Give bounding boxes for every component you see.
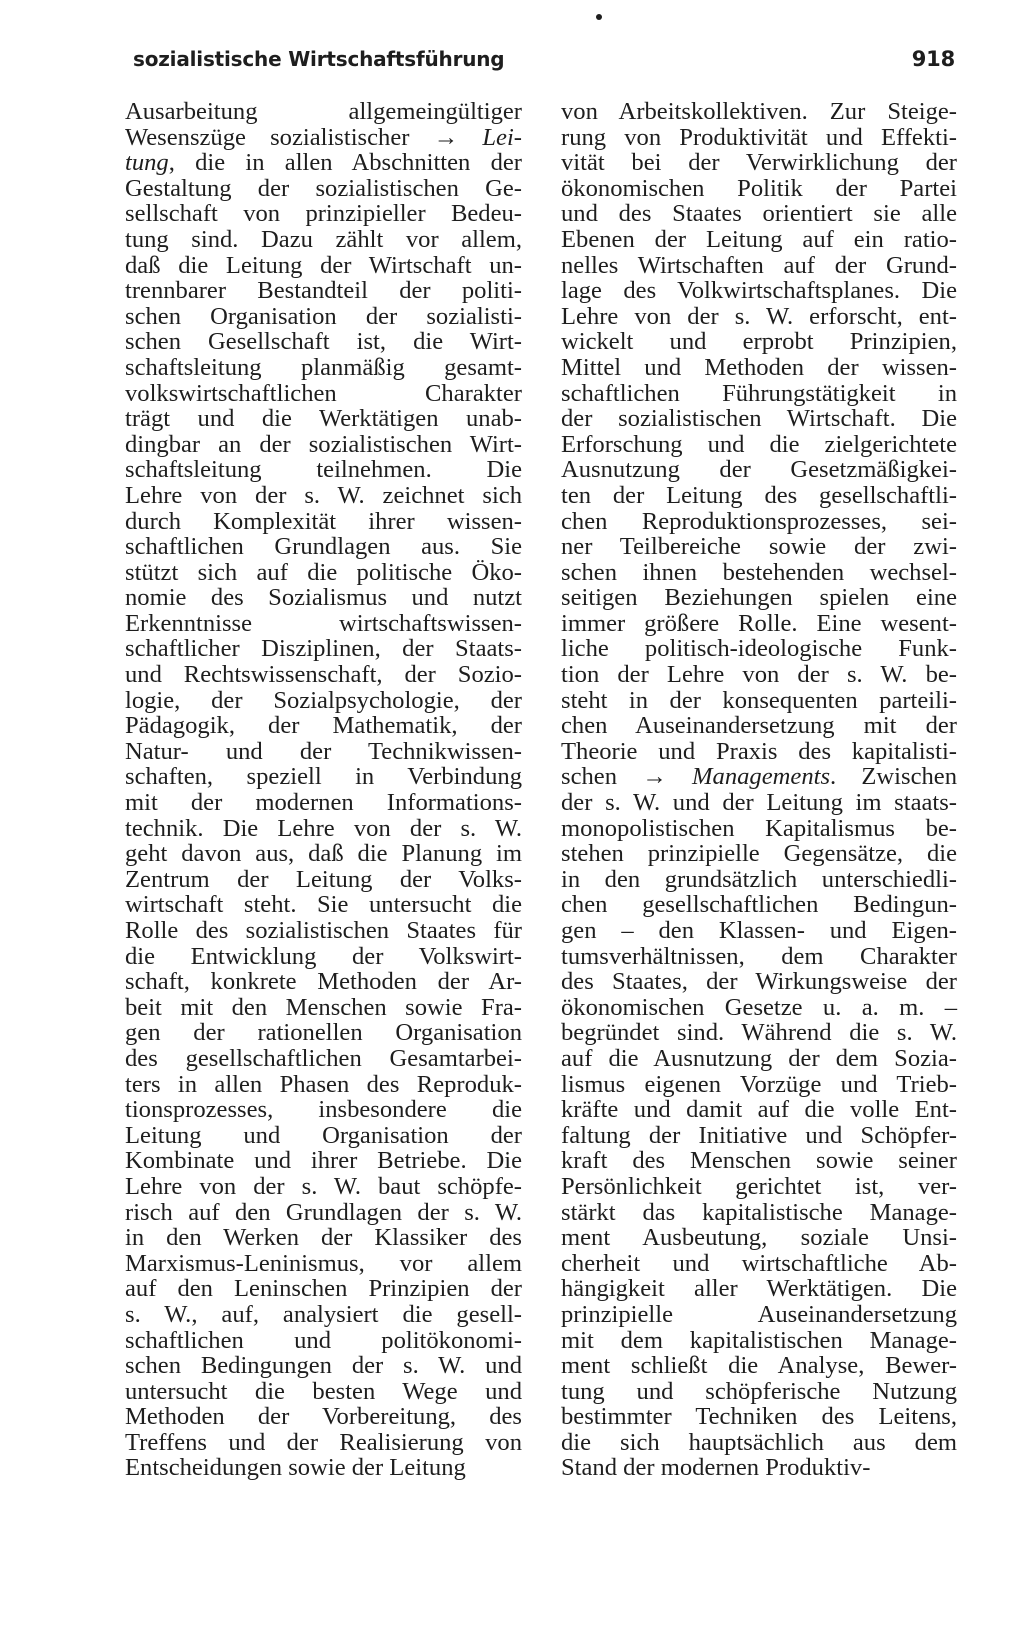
running-head: [133, 47, 955, 77]
text-line: in den grundsätzlich unterschiedli-: [561, 865, 957, 893]
text-line: stärkt das kapitalistische Manage-: [561, 1198, 957, 1226]
text-line: wirtschaft steht. Sie untersucht die: [125, 891, 522, 919]
text-line: trägt und die Werktätigen unab-: [125, 405, 522, 433]
text-line: Stand der modernen Produktiv-: [561, 1454, 871, 1482]
text-line: Gestaltung der sozialistischen Ge-: [125, 174, 522, 202]
text-line: Ebenen der Leitung auf ein ratio-: [561, 225, 957, 253]
text-line: dingbar an der sozialistischen Wirt-: [125, 430, 522, 458]
text-line: schen → Managements. Zwischen: [561, 763, 957, 791]
text-line: Zentrum der Leitung der Volks-: [125, 865, 522, 893]
text-line: auf den Leninschen Prinzipien der: [125, 1275, 522, 1303]
text-line: vität bei der Verwirklichung der: [561, 149, 957, 177]
cross-reference-term: tung: [125, 149, 169, 177]
text-line: ökonomischen Gesetze u. a. m. –: [561, 993, 957, 1021]
text-line: schen Gesellschaft ist, die Wirt-: [125, 328, 522, 356]
text-line: Lehre von der s. W. zeichnet sich: [125, 481, 522, 509]
text-line: schaftsleitung planmäßig gesamt-: [125, 353, 522, 381]
text-line: risch auf den Grundlagen der s. W.: [125, 1198, 522, 1226]
text-line: die Entwicklung der Volkswirt-: [125, 942, 522, 970]
text-line: schaftlichen Grundlagen aus. Sie: [125, 533, 522, 561]
text-line: Treffens und der Realisierung von: [125, 1428, 522, 1456]
text-line: logie, der Sozialpsychologie, der: [125, 686, 522, 714]
text-line: schaftlichen Führungstätigkeit in: [561, 379, 957, 407]
text-line: durch Komplexität ihrer wissen-: [125, 507, 522, 535]
text-line: gen – den Klassen- und Eigen-: [561, 917, 957, 944]
text-line: Erforschung und die zielgerichtete: [561, 430, 957, 458]
text-line: monopolistischen Kapitalismus be-: [561, 814, 957, 842]
text-line: untersucht die besten Wege und: [125, 1377, 522, 1405]
text-line: schaften, speziell in Verbindung: [125, 763, 522, 791]
right-text-column: [561, 99, 957, 1481]
text-line: prinzipielle Auseinandersetzung: [561, 1300, 957, 1328]
text-line: cherheit und wirtschaftliche Ab-: [561, 1249, 957, 1277]
text-line: schen Bedingungen der s. W. und: [125, 1352, 522, 1380]
text-line: ment Ausbeutung, soziale Unsi-: [561, 1224, 957, 1252]
text-line: chen Reproduktionsprozesses, sei-: [561, 507, 957, 535]
text-line: schaftlicher Disziplinen, der Staats-: [125, 635, 522, 663]
text-line: Mittel und Methoden der wissen-: [561, 353, 957, 381]
text-line: seitigen Beziehungen spielen eine: [561, 584, 957, 612]
text-line: Pädagogik, der Mathematik, der: [125, 712, 522, 740]
text-line: Ausnutzung der Gesetzmäßigkei-: [561, 456, 957, 484]
text-line: daß die Leitung der Wirtschaft un-: [125, 251, 522, 279]
text-line: in den Werken der Klassiker des: [125, 1224, 522, 1252]
text-line: tung sind. Dazu zählt vor allem,: [125, 225, 522, 253]
text-line: schaftsleitung teilnehmen. Die: [125, 456, 522, 484]
text-line: bestimmter Techniken des Leitens,: [561, 1403, 957, 1431]
text-line: Entscheidungen sowie der Leitung: [125, 1454, 466, 1482]
text-line: gen der rationellen Organisation: [125, 1019, 522, 1047]
text-line: ters in allen Phasen des Reproduk-: [125, 1070, 522, 1098]
text-line: Persönlichkeit gerichtet ist, ver-: [561, 1172, 957, 1200]
text-line: faltung der Initiative und Schöpfer-: [561, 1121, 957, 1149]
text-line: volkswirtschaftlichen Charakter: [125, 379, 522, 407]
text-line: steht in der konsequenten parteili-: [561, 686, 957, 714]
text-line: Natur- und der Technikwissen-: [125, 737, 522, 765]
text-line: rung von Produktivität und Effekti-: [561, 123, 957, 151]
text-line: der s. W. und der Leitung im staats-: [561, 789, 957, 817]
text-line: Theorie und Praxis des kapitalisti-: [561, 737, 957, 765]
text-line: begründet sind. Während die s. W.: [561, 1019, 957, 1047]
text-line: lage des Volkwirtschaftsplanes. Die: [561, 277, 957, 305]
text-line: technik. Die Lehre von der s. W.: [125, 814, 522, 842]
page-title: sozialistische Wirtschaftsführung: [133, 47, 505, 71]
text-line: Leitung und Organisation der: [125, 1121, 522, 1149]
text-line: schaft, konkrete Methoden der Ar-: [125, 968, 522, 996]
text-line: Ausarbeitung allgemeingültiger: [125, 98, 522, 125]
page-dot: [596, 14, 602, 20]
text-line: ner Teilbereiche sowie der zwi-: [561, 533, 957, 561]
text-line: chen Auseinandersetzung mit der: [561, 712, 957, 740]
text-line: kraft des Menschen sowie seiner: [561, 1147, 957, 1175]
text-line: die sich hauptsächlich aus dem: [561, 1428, 957, 1456]
text-line: stehen prinzipielle Gegensätze, die: [561, 840, 957, 868]
text-line: trennbarer Bestandteil der politi-: [125, 277, 522, 305]
text-line: Methoden der Vorbereitung, des: [125, 1403, 522, 1431]
text-line: des Staates, der Wirkungsweise der: [561, 968, 957, 996]
text-line: der sozialistischen Wirtschaft. Die: [561, 405, 957, 433]
text-line: auf die Ausnutzung der dem Sozia-: [561, 1044, 957, 1072]
text-line: schen ihnen bestehenden wechsel-: [561, 558, 957, 586]
text-line: beit mit den Menschen sowie Fra-: [125, 993, 522, 1021]
page-number: 918: [911, 47, 955, 71]
text-line: stützt sich auf die politische Öko-: [125, 558, 522, 586]
text-line: tionsprozesses, insbesondere die: [125, 1096, 522, 1124]
text-line: nelles Wirtschaften auf der Grund-: [561, 251, 957, 279]
cross-reference-term: Managements: [692, 763, 831, 791]
left-text-column: [125, 99, 522, 1481]
text-line: tion der Lehre von der s. W. be-: [561, 661, 957, 689]
text-line: tung, die in allen Abschnitten der: [125, 149, 522, 177]
text-line: Marxismus-Leninismus, vor allem: [125, 1249, 522, 1277]
text-line: nomie des Sozialismus und nutzt: [125, 584, 522, 612]
text-line: sellschaft von prinzipieller Bedeu-: [125, 200, 522, 228]
text-line: ökonomischen Politik der Partei: [561, 174, 957, 202]
text-line: geht davon aus, daß die Planung im: [125, 840, 522, 868]
text-line: und des Staates orientiert sie alle: [561, 200, 957, 228]
text-line: hängigkeit aller Werktätigen. Die: [561, 1275, 957, 1303]
text-line: tumsverhältnissen, dem Charakter: [561, 942, 957, 970]
text-line: mit dem kapitalistischen Manage-: [561, 1326, 957, 1354]
text-line: von Arbeitskollektiven. Zur Steige-: [561, 98, 957, 125]
text-line: Erkenntnisse wirtschaftswissen-: [125, 609, 522, 637]
text-line: tung und schöpferische Nutzung: [561, 1377, 957, 1405]
text-line: Kombinate und ihrer Betriebe. Die: [125, 1147, 522, 1175]
text-line: des gesellschaftlichen Gesamtarbei-: [125, 1044, 522, 1072]
text-line: lismus eigenen Vorzüge und Trieb-: [561, 1070, 957, 1098]
text-line: wickelt und erprobt Prinzipien,: [561, 328, 957, 356]
text-line: immer größere Rolle. Eine wesent-: [561, 609, 957, 637]
text-line: Wesenszüge sozialistischer → Lei-: [125, 123, 522, 151]
text-line: Lehre von der s. W. baut schöpfe-: [125, 1172, 522, 1200]
text-line: schen Organisation der sozialisti-: [125, 302, 522, 330]
text-line: und Rechtswissenschaft, der Sozio-: [125, 661, 522, 689]
text-line: liche politisch-ideologische Funk-: [561, 635, 957, 663]
text-line: Rolle des sozialistischen Staates für: [125, 917, 522, 944]
text-line: kräfte und damit auf die volle Ent-: [561, 1096, 957, 1124]
text-line: ment schließt die Analyse, Bewer-: [561, 1352, 957, 1380]
text-line: chen gesellschaftlichen Bedingun-: [561, 891, 957, 919]
text-line: ten der Leitung des gesellschaftli-: [561, 481, 957, 509]
text-line: Lehre von der s. W. erforscht, ent-: [561, 302, 957, 330]
text-line: mit der modernen Informations-: [125, 789, 522, 817]
text-line: schaftlichen und politökonomi-: [125, 1326, 522, 1354]
text-line: s. W., auf, analysiert die gesell-: [125, 1300, 522, 1328]
cross-reference-term: Lei-: [482, 123, 522, 151]
